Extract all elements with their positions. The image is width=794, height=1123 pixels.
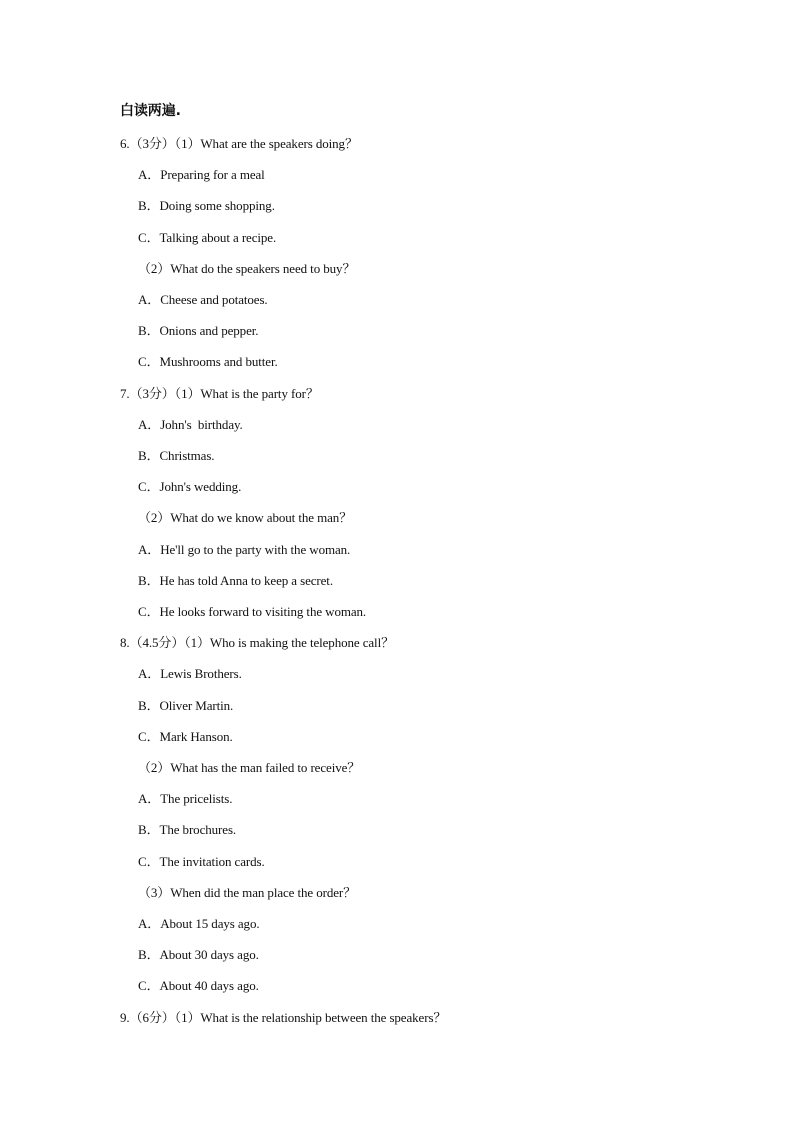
option-letter: C． (138, 230, 160, 245)
answer-option (138, 604, 366, 620)
option-text: He has told Anna to keep a secret. (159, 573, 333, 588)
option-text: John's wedding. (159, 479, 242, 494)
sub-question-text: What do the speakers need to buy？ (170, 261, 356, 276)
sub-question-label: （1） (174, 386, 201, 401)
option-letter: C． (138, 479, 160, 494)
option-text: Talking about a recipe. (159, 230, 277, 245)
answer-option (138, 479, 241, 495)
answer-option (138, 167, 265, 183)
option-text: Mushrooms and butter. (159, 354, 278, 369)
option-letter: A． (138, 417, 161, 432)
question-score: （6分） (129, 1010, 175, 1025)
option-text: About 30 days ago. (159, 947, 259, 962)
question-score: （3分） (129, 136, 175, 151)
answer-option (138, 854, 265, 870)
answer-option (138, 417, 243, 433)
option-text: John's birthday. (160, 417, 243, 432)
option-text: Christmas. (159, 448, 215, 463)
answer-option (138, 292, 268, 308)
option-letter: A． (138, 666, 161, 681)
sub-question-stem (138, 261, 355, 277)
answer-option (138, 822, 236, 838)
option-letter: C． (138, 354, 160, 369)
sub-question-label: （1） (174, 1010, 201, 1025)
answer-option (138, 198, 275, 214)
sub-question-label: （1） (184, 635, 210, 650)
question-number: 9 (120, 1010, 127, 1025)
question-number-dot: . (126, 1010, 130, 1025)
option-text: About 15 days ago. (160, 916, 260, 931)
sub-question-text: What is the party for？ (200, 386, 319, 401)
option-text: He'll go to the party with the woman. (160, 542, 351, 557)
option-text: Onions and pepper. (159, 323, 259, 338)
answer-option (138, 791, 232, 807)
answer-option (138, 947, 259, 963)
option-text: Preparing for a meal (160, 167, 265, 182)
question-stem (120, 1010, 446, 1026)
question-stem (120, 635, 394, 651)
sub-question-label: （2） (138, 760, 171, 775)
option-text: Lewis Brothers. (160, 666, 242, 681)
option-letter: B． (138, 573, 160, 588)
option-text: He looks forward to visiting the woman. (159, 604, 367, 619)
option-letter: B． (138, 698, 160, 713)
option-letter: C． (138, 729, 160, 744)
option-text: Cheese and potatoes. (160, 292, 268, 307)
option-text: The invitation cards. (159, 854, 265, 869)
question-number-dot: . (126, 635, 130, 650)
option-letter: A． (138, 791, 161, 806)
question-score: （3分） (129, 386, 175, 401)
option-letter: A． (138, 916, 161, 931)
question-number: 6 (120, 136, 127, 151)
option-text: About 40 days ago. (159, 978, 259, 993)
question-number: 7 (120, 386, 127, 401)
option-letter: B． (138, 947, 160, 962)
sub-question-stem (138, 760, 360, 776)
sub-question-label: （3） (138, 885, 171, 900)
question-number: 8 (120, 635, 127, 650)
answer-option (138, 666, 242, 682)
option-letter: B． (138, 198, 160, 213)
sub-question-stem (138, 510, 352, 526)
question-number-dot: . (126, 136, 130, 151)
option-text: Doing some shopping. (159, 198, 275, 213)
sub-question-text: What has the man failed to receive？ (170, 760, 361, 775)
sub-question-label: （2） (138, 510, 171, 525)
option-text: Mark Hanson. (159, 729, 233, 744)
sub-question-label: （2） (138, 261, 171, 276)
answer-option (138, 916, 260, 932)
question-number-dot: . (126, 386, 130, 401)
section-intro: 白读两遍. (120, 103, 181, 119)
answer-option (138, 542, 350, 558)
answer-option (138, 698, 233, 714)
sub-question-text: What are the speakers doing？ (200, 136, 358, 151)
option-letter: B． (138, 323, 160, 338)
answer-option (138, 230, 276, 246)
question-stem (120, 386, 319, 402)
option-letter: B． (138, 448, 160, 463)
question-score: （4.5分） (129, 635, 185, 650)
option-letter: B． (138, 822, 160, 837)
option-letter: C． (138, 978, 160, 993)
option-letter: A． (138, 542, 161, 557)
answer-option (138, 729, 233, 745)
answer-option (138, 573, 333, 589)
sub-question-text: What is the relationship between the speakers？ (200, 1010, 447, 1025)
sub-question-stem (138, 885, 356, 901)
sub-question-text: What do we know about the man？ (170, 510, 353, 525)
answer-option (138, 354, 278, 370)
option-text: The pricelists. (160, 791, 233, 806)
sub-question-label: （1） (174, 136, 201, 151)
answer-option (138, 448, 214, 464)
option-letter: A． (138, 292, 161, 307)
question-stem (120, 136, 358, 152)
answer-option (138, 323, 258, 339)
option-letter: C． (138, 854, 160, 869)
option-text: Oliver Martin. (159, 698, 234, 713)
option-text: The brochures. (159, 822, 237, 837)
sub-question-text: Who is making the telephone call？ (209, 635, 394, 650)
option-letter: C． (138, 604, 160, 619)
answer-option (138, 978, 259, 994)
sub-question-text: When did the man place the order？ (170, 885, 357, 900)
option-letter: A． (138, 167, 161, 182)
